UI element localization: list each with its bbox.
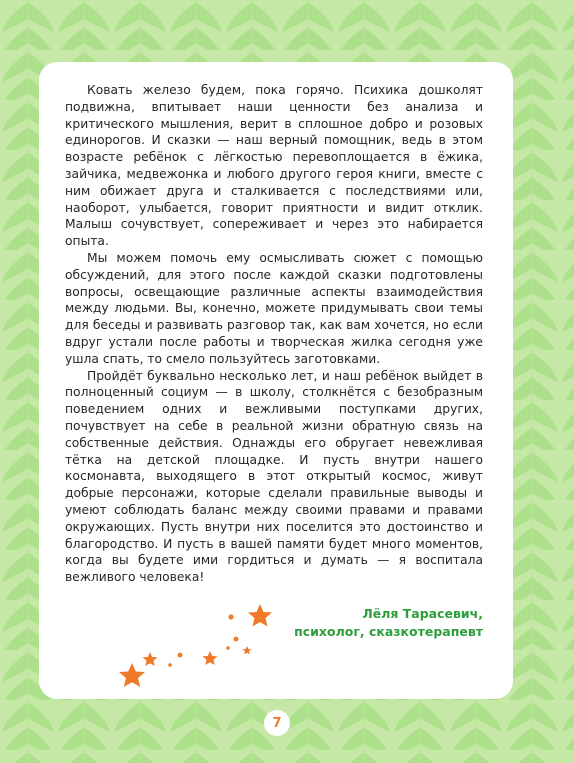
dot-icon xyxy=(178,653,183,658)
page-number: 7 xyxy=(264,710,290,736)
dot-icon xyxy=(226,646,230,650)
star-icon xyxy=(248,604,272,627)
star-icon xyxy=(243,646,252,655)
paragraph: Пройдёт буквально несколько лет, и наш ребёнок выйдет в полноценный социум — в школу, столкнётся с безобразным поведением одних и вежливыми поступками других, почувствует на себе в реальной жизни обратную связь на собственные действия. Однажды его обругает невежливая тётка на детской площадке. И пусть внутри нашего космонавта, выходящего в этот открытый космос, живут добрые персонажи, которые сделали правильные выводы и умеют соблюдать баланс между своими правами и правами окружающих. Пусть внутри них поселится это достоинство и благородство. И пусть в вашей памяти будет много моментов, когда вы будете ими гордиться и думать — я воспитала вежливого человека! xyxy=(65,368,483,585)
star-icon xyxy=(119,663,145,687)
author-role: психолог, сказкотерапевт xyxy=(294,624,483,639)
stars-decoration xyxy=(110,600,290,695)
body-text xyxy=(65,82,483,586)
dot-icon xyxy=(234,637,239,642)
dot-icon xyxy=(228,614,233,619)
author-signature xyxy=(294,605,483,641)
paragraph: Мы можем помочь ему осмысливать сюжет с помощью обсуждений, для этого после каждой сказки подготовлены вопросы, освещающие различные аспекты взаимодействия между людьми. Вы, конечно, можете придумывать свои темы для беседы и развивать разговор так, как вам хочется, но если вдруг устали после работы и творческая жилка сегодня уже ушла спать, то смело пользуйтесь заготовками. xyxy=(65,250,483,366)
star-icon xyxy=(203,651,218,665)
paragraph: Ковать железо будем, пока горячо. Психика дошколят подвижна, впитывает наши ценности без анализа и критического мышления, верит в сплошное добро и розовых единорогов. И сказки — наш верный помощник, ведь в этом возрасте ребёнок с лёгкостью перевоплощается в ёжика, зайчика, медвежонка и любого другого героя книги, вместе с ним обижает друга и сталкивается с последствиями или, наоборот, улыбается, говорит приятности и видит отклик. Малыш сочувствует, сопереживает и через это набирается опыта. xyxy=(65,83,483,249)
star-icon xyxy=(143,652,158,666)
author-name: Лёля Тарасевич, xyxy=(362,606,483,621)
dot-icon xyxy=(168,663,172,667)
